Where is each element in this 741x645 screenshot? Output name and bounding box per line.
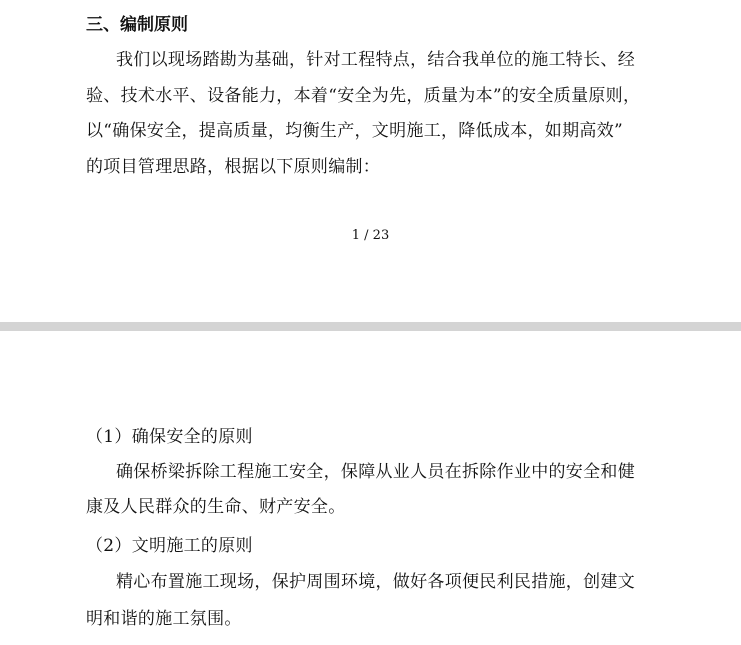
- subsection-title-safety: （1）确保安全的原则: [86, 427, 253, 447]
- paragraph-line: 明和谐的施工氛围。: [86, 609, 242, 629]
- paragraph-line: 验、技术水平、设备能力，本着“安全为先，质量为本”的安全质量原则，: [86, 86, 641, 106]
- document-page-2: [0, 331, 741, 645]
- paragraph-line: 我们以现场踏勘为基础，针对工程特点，结合我单位的施工特长、经: [116, 50, 635, 70]
- subsection-title-civilized: （2）文明施工的原则: [86, 536, 253, 556]
- section-heading: 三、编制原则: [86, 15, 188, 35]
- document-page-1: [0, 0, 741, 322]
- paragraph-line: 以“确保安全，提高质量，均衡生产，文明施工，降低成本，如期高效”: [86, 121, 623, 141]
- paragraph-line: 的项目管理思路，根据以下原则编制：: [86, 157, 381, 177]
- paragraph-line: 康及人民群众的生命、财产安全。: [86, 497, 346, 517]
- paragraph-line: 确保桥梁拆除工程施工安全，保障从业人员在拆除作业中的安全和健: [116, 462, 635, 482]
- page-number: 1 / 23: [351, 228, 390, 243]
- paragraph-line: 精心布置施工现场，保护周围环境，做好各项便民利民措施，创建文: [116, 572, 635, 592]
- page-separator: [0, 322, 741, 331]
